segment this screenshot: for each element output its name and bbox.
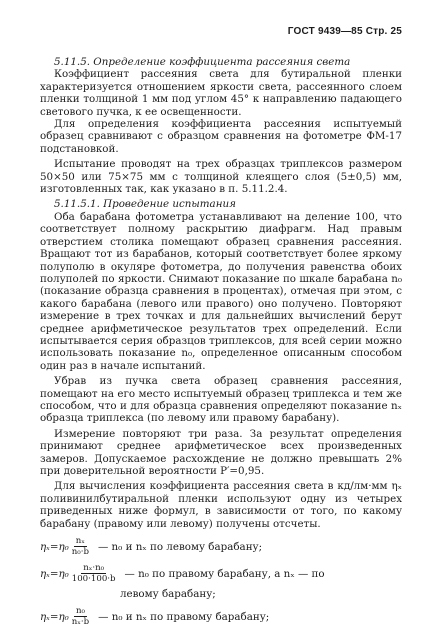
fraction: $\frac{\text{n₀}}{\text{nₓ·b}}$ [71, 606, 90, 628]
fraction: $\frac{\text{nₓ·n₀}}{100\cdot 100\cdot b}$ [71, 563, 116, 585]
fraction: $\frac{\text{nₓ}}{\text{n₀·b}}$ [71, 536, 89, 558]
paragraph: Испытание проводят на трех образцах триплексов размером 50×50 или 75×75 мм с толщиной клеящего слоя (5±0,5) мм, изготовленных так, как указано в п. 5.11.2.4. [40, 158, 402, 196]
paragraph: Измерение повторяют три раза. За результат определения принимают среднее арифметическое всех произведенных замеров. Допускаемое расхождение не должно превышать 2% при доверительной вероятности P′=0,95. [40, 427, 402, 477]
formula-3: ηₓ=η₀ $\frac{\text{n₀}}{\text{nₓ·b}}$ — n₀ и nₓ по правому барабану; [40, 606, 270, 628]
paragraph: Для вычисления коэффициента рассеяния света в кд/лм·мм ηₓ поливинилбутиральной пленки используют одну из четырех приведенных ниже формул, в зависимости от того, по какому барабану (правому или левому) получены отсчеты. [40, 480, 402, 530]
formula-1: ηₓ=η₀ $\frac{\text{nₓ}}{\text{n₀·b}}$ — n₀ и nₓ по левому барабану; [40, 536, 263, 558]
formula-2: ηₓ=η₀ $\frac{\text{nₓ·n₀}}{100\cdot 100\cdot b}$ — n₀ по правому барабану, а nₓ — по [40, 563, 325, 585]
paragraph: Оба барабана фотометра устанавливают на деление 100, что соответствует полному раскрытию диафрагм. Над правым отверстием столика помещают образец сравнения рассеяния. Вращают тот из барабанов, который соответствует более яркому полуполю в окуляре фотометра, до получения равенства обоих полуполей по яркости. Снимают показание по шкале барабана n₀ (показание образца сравнения в процентах), отмечая при этом, с какого барабана (левого или правого) оно получено. Повторяют измерение в трех точках и для дальнейших вычислений берут среднее арифметическое результатов трех определений. Если испытывается серия образцов триплексов, для всей серии можно использовать показание n₀, определенное описанным способом один раз в начале испытаний. [40, 210, 402, 372]
section-heading-5-11-5-1: 5.11.5.1. Проведение испытания [54, 198, 236, 211]
page-header: ГОСТ 9439—85 Стр. 25 [287, 26, 402, 37]
paragraph: Коэффициент рассеяния света для бутиральной пленки характеризуется отношением яркости света, рассеянного слоем пленки толщиной 1 мм под углом 45° к направлению падающего светового пучка, к ее освещенности. [40, 68, 402, 118]
document-body [40, 56, 402, 627]
section-heading-5-11-5: 5.11.5. Определение коэффициента рассеяния света [54, 56, 351, 68]
paragraph: Для определения коэффициента рассеяния испытуемый образец сравнивают с образцом сравнения на фотометре ФМ-17 подстановкой. [40, 118, 402, 155]
paragraph: Убрав из пучка света образец сравнения рассеяния, помещают на его место испытуемый образец триплекса и тем же способом, что и для образца сравнения определяют показание nₓ образца триплекса (по левому или правому барабану). [40, 375, 402, 425]
formula-2-continuation: левому барабану; [120, 588, 216, 601]
